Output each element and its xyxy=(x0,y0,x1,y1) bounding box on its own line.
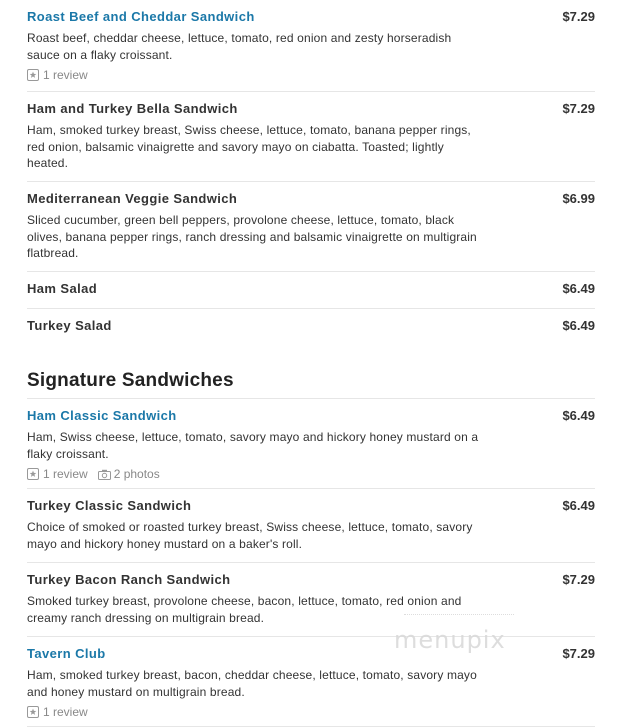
review-count: 1 review xyxy=(43,467,88,481)
item-name-link[interactable]: Tavern Club xyxy=(27,646,106,661)
camera-icon xyxy=(98,469,111,480)
item-price: $7.29 xyxy=(562,646,595,661)
section-header xyxy=(27,345,595,399)
item-name: Mediterranean Veggie Sandwich xyxy=(27,191,238,206)
menu-item-header xyxy=(27,646,595,662)
item-description: Sliced cucumber, green bell peppers, provolone cheese, lettuce, tomato, black olives, banana pepper rings, ranch dressing and balsamic vinaigrette on multigrain flatbread. xyxy=(27,213,477,260)
item-description: Ham, smoked turkey breast, bacon, cheddar cheese, lettuce, tomato, savory mayo and honey mustard on multigrain bread. xyxy=(27,668,477,699)
menu-item-header xyxy=(27,191,595,207)
menu-item-header xyxy=(27,281,595,297)
item-description: Roast beef, cheddar cheese, lettuce, tomato, red onion and zesty horseradish sauce on a flaky croissant. xyxy=(27,31,452,62)
item-name-link[interactable]: Ham Classic Sandwich xyxy=(27,408,177,423)
menu-item-header xyxy=(27,318,595,334)
item-description: Ham, smoked turkey breast, Swiss cheese, lettuce, tomato, banana pepper rings, red onion, balsamic vinaigrette and savory mayo on ciabatta. Toasted; lightly heated. xyxy=(27,123,471,170)
item-price: $7.29 xyxy=(562,9,595,24)
review-count: 1 review xyxy=(43,68,88,82)
item-price: $6.49 xyxy=(562,318,595,333)
photos-link[interactable] xyxy=(98,466,160,482)
menu-item xyxy=(27,637,595,727)
review-count: 1 review xyxy=(43,705,88,719)
review-link[interactable] xyxy=(27,704,88,720)
item-name: Turkey Classic Sandwich xyxy=(27,498,192,513)
item-price: $6.49 xyxy=(562,408,595,423)
menu-item xyxy=(27,399,595,489)
review-link[interactable] xyxy=(27,466,88,482)
review-star-icon xyxy=(27,69,39,81)
menu-item xyxy=(27,92,595,182)
menu-item-header xyxy=(27,498,595,514)
item-meta xyxy=(27,704,595,720)
menu-item-header xyxy=(27,9,595,25)
review-star-icon xyxy=(27,706,39,718)
menu-item xyxy=(27,272,595,309)
item-name: Ham and Turkey Bella Sandwich xyxy=(27,101,238,116)
menu-item xyxy=(27,489,595,563)
item-meta xyxy=(27,466,595,482)
item-description: Smoked turkey breast, provolone cheese, bacon, lettuce, tomato, red onion and creamy ranch dressing on multigrain bread. xyxy=(27,594,462,625)
item-price: $6.49 xyxy=(562,281,595,296)
menu-item-header xyxy=(27,101,595,117)
menu-list xyxy=(27,0,595,727)
watermark-logo: menupix xyxy=(394,626,506,654)
item-price: $6.49 xyxy=(562,498,595,513)
watermark-divider xyxy=(404,614,514,615)
review-link[interactable] xyxy=(27,67,88,83)
review-star-icon xyxy=(27,468,39,480)
item-description: Choice of smoked or roasted turkey breast, Swiss cheese, lettuce, tomato, savory mayo and hickory honey mustard on a baker's roll. xyxy=(27,520,473,551)
menu-item xyxy=(27,563,595,637)
menu-item-header xyxy=(27,572,595,588)
menu-item xyxy=(27,309,595,345)
item-name: Turkey Salad xyxy=(27,318,112,333)
item-description: Ham, Swiss cheese, lettuce, tomato, savory mayo and hickory honey mustard on a flaky croissant. xyxy=(27,430,479,461)
menu-item xyxy=(27,182,595,272)
item-meta xyxy=(27,67,595,83)
menu-item-header xyxy=(27,408,595,424)
item-name: Ham Salad xyxy=(27,281,98,296)
item-name-link[interactable]: Roast Beef and Cheddar Sandwich xyxy=(27,9,255,24)
item-price: $7.29 xyxy=(562,101,595,116)
item-price: $6.99 xyxy=(562,191,595,206)
item-name: Turkey Bacon Ranch Sandwich xyxy=(27,572,231,587)
photos-count: 2 photos xyxy=(113,467,160,481)
menu-item xyxy=(27,0,595,92)
item-price: $7.29 xyxy=(562,572,595,587)
section-title: Signature Sandwiches xyxy=(27,370,234,391)
